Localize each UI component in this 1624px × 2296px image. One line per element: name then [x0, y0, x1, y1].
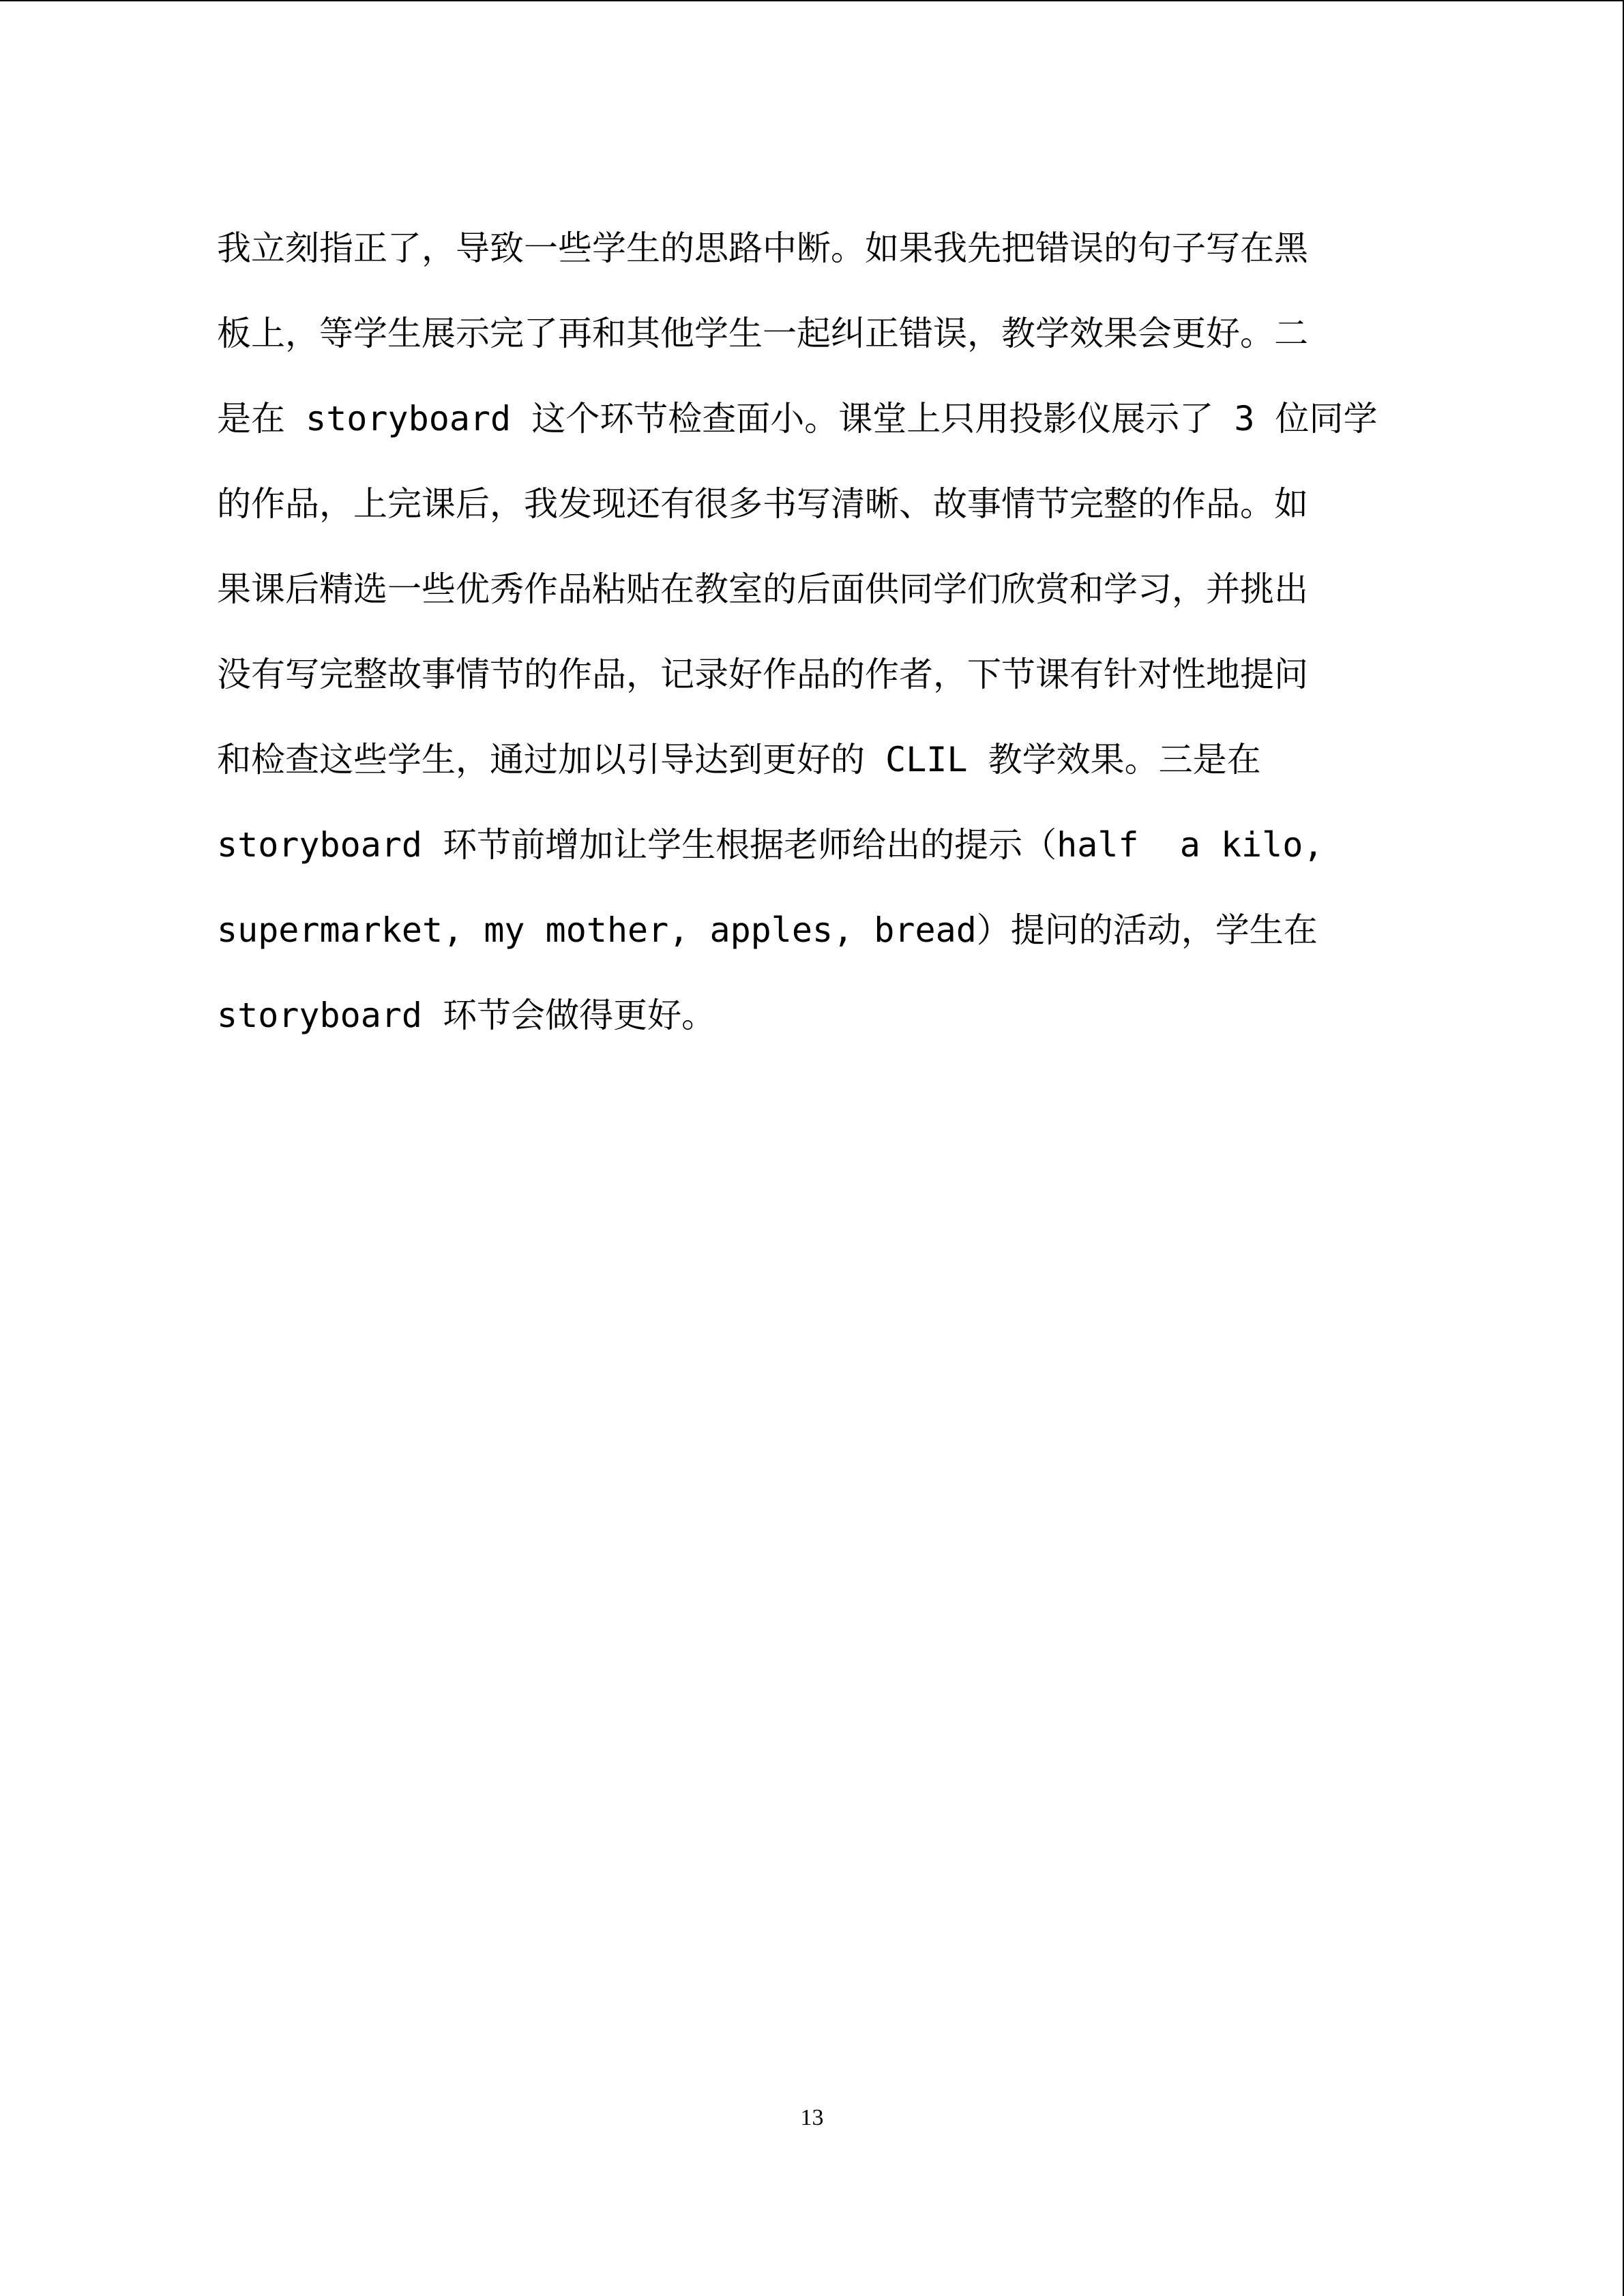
text-line: 是在 storyboard 这个环节检查面小。课堂上只用投影仪展示了 3 位同学 [217, 399, 1378, 438]
text-line: 的作品，上完课后，我发现还有很多书写清晰、故事情节完整的作品。如 [217, 484, 1308, 524]
page-number: 13 [800, 2105, 824, 2130]
text-line: 板上，等学生展示完了再和其他学生一起纠正错误，教学效果会更好。二 [217, 314, 1308, 353]
text-line: 没有写完整故事情节的作品，记录好作品的作者，下节课有针对性地提问 [217, 655, 1308, 694]
text-line: supermarket, my mother, apples, bread）提问的活动，学生在 [217, 910, 1318, 950]
text-line: 果课后精选一些优秀作品粘贴在教室的后面供同学们欣赏和学习，并挑出 [217, 569, 1308, 609]
text-line: storyboard 环节会做得更好。 [217, 996, 716, 1035]
text-line: 我立刻指正了，导致一些学生的思路中断。如果我先把错误的句子写在黑 [217, 228, 1308, 268]
body-text [217, 206, 1445, 1058]
text-line: storyboard 环节前增加让学生根据老师给出的提示（half a kilo, [217, 825, 1324, 865]
text-line: 和检查这些学生，通过加以引导达到更好的 CLIL 教学效果。三是在 [217, 740, 1261, 779]
